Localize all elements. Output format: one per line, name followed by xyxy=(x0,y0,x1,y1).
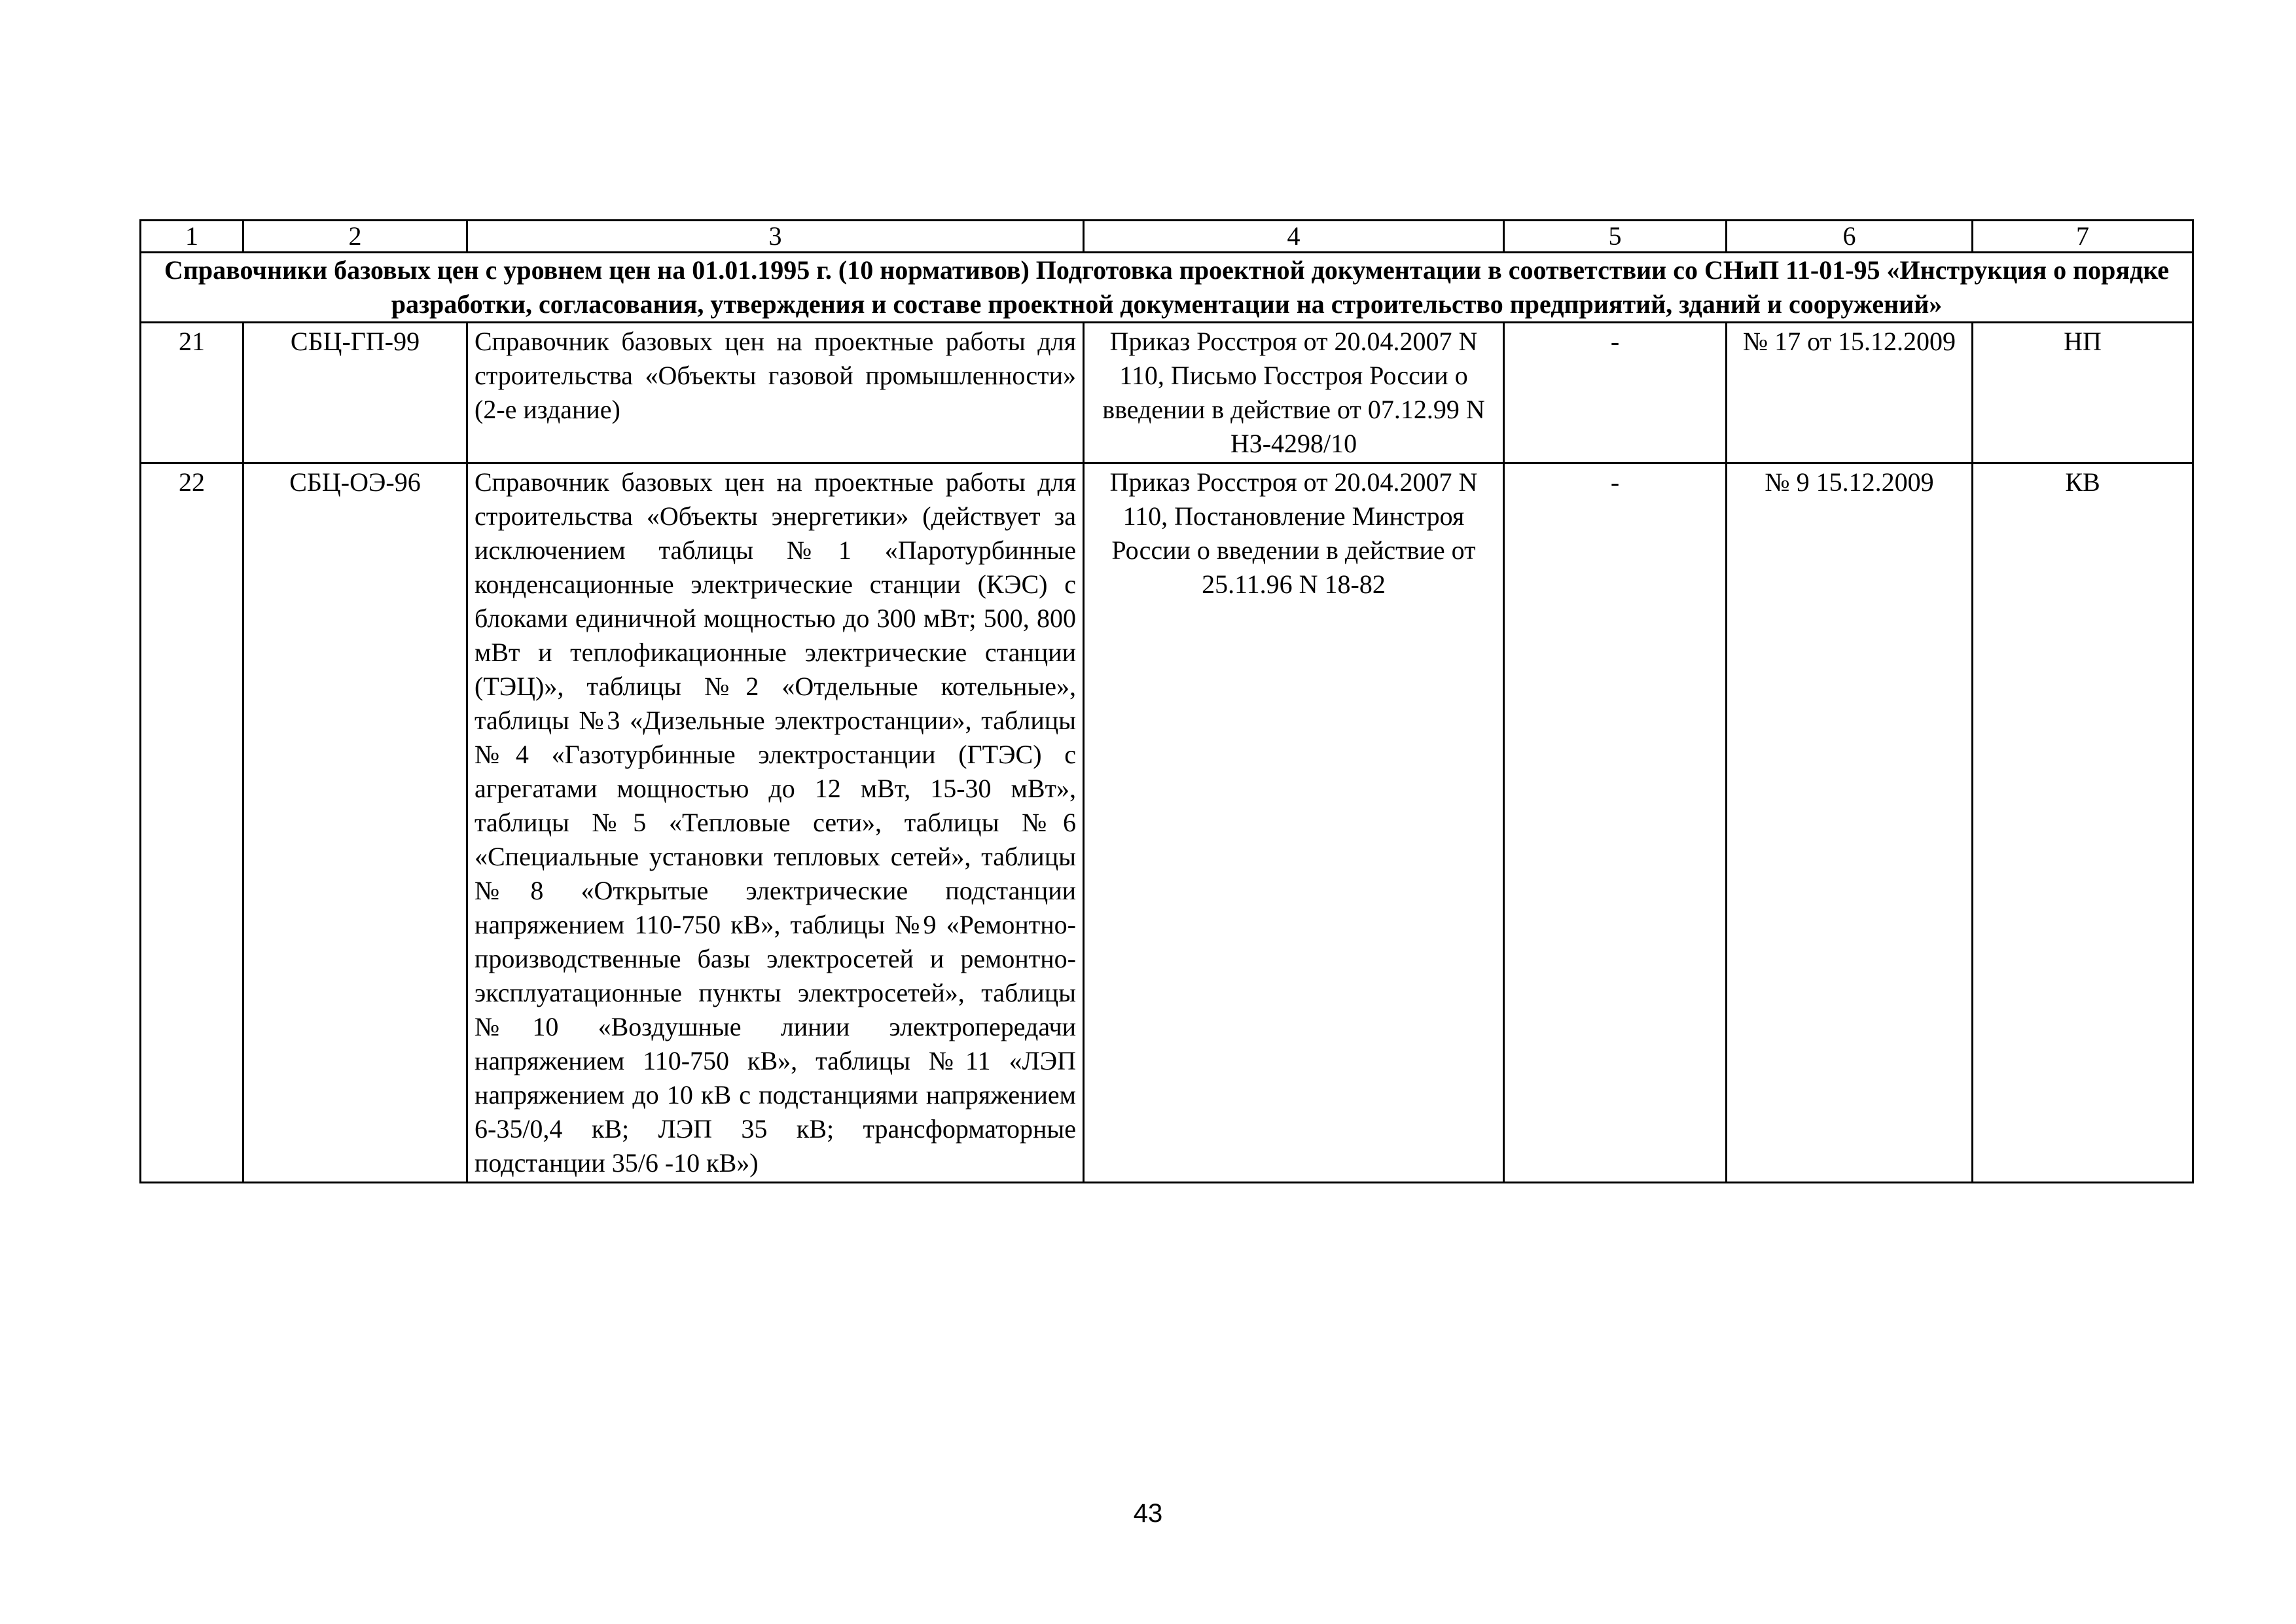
row-number: 21 xyxy=(141,323,243,463)
row-col5: - xyxy=(1504,323,1727,463)
row-col6: № 17 от 15.12.2009 xyxy=(1727,323,1973,463)
column-number: 6 xyxy=(1727,221,1973,253)
column-number-row xyxy=(141,221,2193,253)
table-row xyxy=(141,463,2193,1183)
table-row xyxy=(141,323,2193,463)
column-number: 3 xyxy=(467,221,1084,253)
column-number: 2 xyxy=(243,221,467,253)
row-description: Справочник базовых цен на проектные работы для строительства «Объекты энергетики» (действует за исключением таблицы №1 «Паротурбинные конденсационные электрические станции (КЭС) с блоками единичной мощностью до 300 мВт; 500, 800 мВт и теплофикационные электрические станции (ТЭЦ)», таблицы №2 «Отдельные котельные», таблицы №3 «Дизельные электростанции», таблицы №4 «Газотурбинные электростанции (ГТЭС) с агрегатами мощностью до 12 мВт, 15-30 мВт», таблицы №5 «Тепловые сети», таблицы №6 «Специальные установки тепловых сетей», таблицы №8 «Открытые электрические подстанции напряжением 110-750 кВ», таблицы №9 «Ремонтно-производственные базы электросетей и ремонтно-эксплуатационные пункты электросетей», таблицы №10 «Воздушные линии электропередачи напряжением 110-750 кВ», таблицы №11 «ЛЭП напряжением до 10 кВ с подстанциями напряжением 6-35/0,4 кВ; ЛЭП 35 кВ; трансформаторные подстанции 35/6 -10 кВ») xyxy=(467,463,1084,1183)
page-number: 43 xyxy=(1133,1499,1163,1528)
row-number: 22 xyxy=(141,463,243,1183)
row-code: СБЦ-ГП-99 xyxy=(243,323,467,463)
column-number: 1 xyxy=(141,221,243,253)
row-code: СБЦ-ОЭ-96 xyxy=(243,463,467,1183)
column-number: 5 xyxy=(1504,221,1727,253)
column-number: 4 xyxy=(1084,221,1504,253)
row-col7: КВ xyxy=(1973,463,2193,1183)
regulations-table xyxy=(139,219,2194,1183)
row-description: Справочник базовых цен на проектные работы для строительства «Объекты газовой промышленности» (2-е издание) xyxy=(467,323,1084,463)
row-col5: - xyxy=(1504,463,1727,1183)
column-number: 7 xyxy=(1973,221,2193,253)
row-order: Приказ Росстроя от 20.04.2007 N 110, Постановление Минстроя России о введении в действие от 25.11.96 N 18-82 xyxy=(1084,463,1504,1183)
section-title: Справочники базовых цен с уровнем цен на 01.01.1995 г. (10 нормативов) Подготовка проектной документации в соответствии со СНиП 11-01-95 «Инструкция о порядке разработки, согласования, утверждения и составе проектной документации на строительство предприятий, зданий и сооружений» xyxy=(141,253,2193,323)
section-header-row xyxy=(141,253,2193,323)
row-order: Приказ Росстроя от 20.04.2007 N 110, Письмо Госстроя России о введении в действие от 07.12.99 N НЗ-4298/10 xyxy=(1084,323,1504,463)
row-col7: НП xyxy=(1973,323,2193,463)
row-col6: № 9 15.12.2009 xyxy=(1727,463,1973,1183)
